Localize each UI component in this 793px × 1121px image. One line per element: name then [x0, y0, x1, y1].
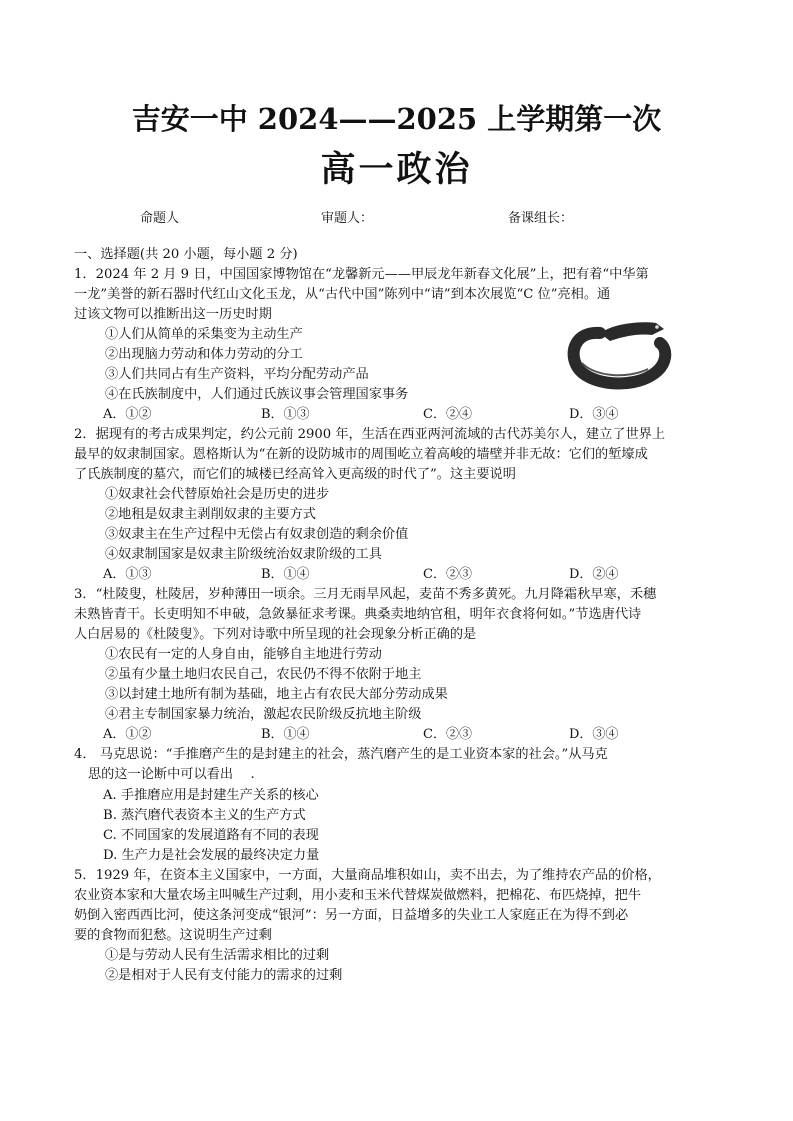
group-leader-label: 备课组长： [508, 211, 574, 226]
question-text-line: 3．“杜陵叟，杜陵居，岁种薄田一顷余。三月无雨旱风起，麦苗不秀多黄死。九月降霜秋早寒，禾穗 [74, 587, 657, 602]
option-a[interactable]: A．①③ [103, 567, 152, 582]
option-d[interactable]: D. 生产力是社会发展的最终决定力量 [103, 848, 320, 863]
statement: ④在氏族制度中，人们通过氏族议事会管理国家事务 [105, 387, 409, 402]
question-text-line: 奶倒入密西西比河，使这条河变成“银河”：另一方面，日益增多的失业工人家庭正在为得不到必 [74, 908, 629, 923]
question-text-line: 农业资本家和大量农场主叫喊生产过剩，用小麦和玉米代替煤炭做燃料，把棉花、布匹烧掉，把牛 [74, 888, 642, 903]
question-text-line: 了氏族制度的墓穴，而它们的城楼已经高耸入更高级的时代了”。这主要说明 [74, 467, 516, 482]
option-a[interactable]: A．①② [103, 407, 152, 422]
option-d[interactable]: D．③④ [569, 727, 619, 742]
question-text-line: 人白居易的《杜陵叟》。下列对诗歌中所呈现的社会现象分析正确的是 [74, 627, 477, 642]
statement: ②出现脑力劳动和体力劳动的分工 [105, 347, 303, 362]
statement: ①是与劳动人民有生活需求相比的过剩 [105, 948, 330, 963]
option-a[interactable]: A. 手推磨应用是封建生产关系的核心 [103, 788, 319, 803]
jade-dragon-image [560, 313, 680, 393]
option-a[interactable]: A．①② [103, 727, 152, 742]
statement: ②虽有少量土地归农民自己，农民仍不得不依附于地主 [105, 667, 422, 682]
question-text-line: 4． 马克思说：“手推磨产生的是封建主的社会，蒸汽磨产生的是工业资本家的社会。”从马克 [74, 747, 608, 762]
exam-title: 吉安一中 2024——2025 上学期第一次 [131, 102, 662, 136]
exam-subject: 高一政治 [320, 149, 473, 190]
option-c[interactable]: C．②④ [423, 407, 472, 422]
statement: ④君主专制国家暴力统治，激起农民阶级反抗地主阶级 [105, 707, 422, 722]
option-c[interactable]: C. 不同国家的发展道路有不同的表现 [103, 828, 319, 843]
option-b[interactable]: B．①④ [261, 727, 310, 742]
statement: ③人们共同占有生产资料，平均分配劳动产品 [105, 367, 369, 382]
statement: ②是相对于人民有支付能力的需求的过剩 [105, 968, 343, 983]
statement: ①农民有一定的人身自由，能够自主地进行劳动 [105, 647, 382, 662]
statement: ①人们从简单的采集变为主动生产 [105, 327, 303, 342]
question-text-line: 最早的奴隶制国家。恩格斯认为“在新的设防城市的周围屹立着高峻的墙壁并非无故：它们的堑壕成 [74, 447, 648, 462]
option-c[interactable]: C．②③ [423, 567, 472, 582]
statement: ③奴隶主在生产过程中无偿占有奴隶创造的剩余价值 [105, 527, 409, 542]
option-b[interactable]: B．①③ [261, 407, 310, 422]
question-text-line: 5．1929 年，在资本主义国家中，一方面，大量商品堆积如山，卖不出去，为了维持农产品的价格， [74, 868, 661, 883]
question-text-line: 思的这一论断中可以看出 . [88, 767, 255, 782]
proposer-label: 命题人 [140, 211, 180, 226]
question-text-line: 一龙”美誉的新石器时代红山文化玉龙，从“古代中国”陈列中“请”到本次展览“C 位”亮相。通 [74, 287, 611, 302]
option-d[interactable]: D．③④ [569, 407, 619, 422]
question-text-line: 过该文物可以推断出这一历史时期 [74, 307, 272, 322]
question-text-line: 2．据现有的考古成果判定，约公元前 2900 年，生活在西亚两河流域的古代苏美尔人，建立了世界上 [74, 427, 666, 442]
statement: ③以封建土地所有制为基础，地主占有农民大部分劳动成果 [105, 687, 448, 702]
option-d[interactable]: D．②④ [569, 567, 619, 582]
option-b[interactable]: B．①④ [261, 567, 310, 582]
option-b[interactable]: B. 蒸汽磨代表资本主义的生产方式 [103, 808, 306, 823]
option-c[interactable]: C．②③ [423, 727, 472, 742]
statement: ②地租是奴隶主剥削奴隶的主要方式 [105, 507, 316, 522]
question-text-line: 要的食物而犯愁。这说明生产过剩 [74, 928, 272, 943]
statement: ①奴隶社会代替原始社会是历史的进步 [105, 487, 330, 502]
section-title: 一、选择题(共 20 小题，每小题 2 分) [74, 247, 298, 262]
question-text-line: 未熟皆青干。长吏明知不申破，急敛暴征求考课。典桑卖地纳官租，明年衣食将何如。”节选唐代诗 [74, 607, 642, 622]
question-text-line: 1．2024 年 2 月 9 日，中国国家博物馆在“龙馨新元——甲辰龙年新春文化展”上，把有着“中华第 [74, 267, 649, 282]
reviewer-label: 审题人： [321, 211, 374, 226]
statement: ④奴隶制国家是奴隶主阶级统治奴隶阶级的工具 [105, 547, 382, 562]
